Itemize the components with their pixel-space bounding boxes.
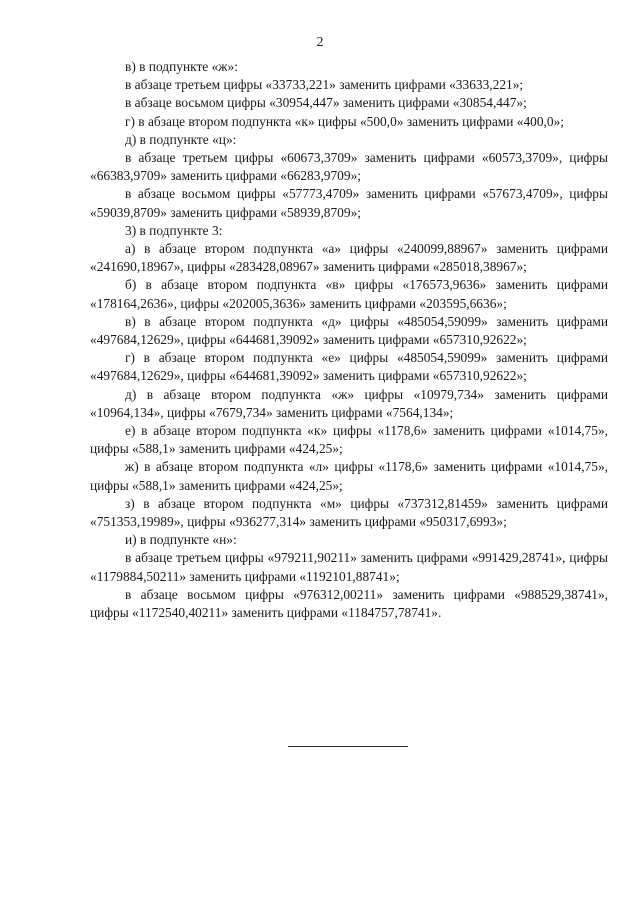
paragraph-3-b: б) в абзаце втором подпункта «в» цифры «176573,9636» заменить цифрами «178164,2636», цифры «202005,3636» заменить цифрами «203595,6636»;	[90, 277, 608, 311]
paragraph-g-k: г) в абзаце втором подпункта «к» цифры «500,0» заменить цифрами «400,0»;	[125, 113, 565, 129]
paragraph-3-z: з) в абзаце втором подпункта «м» цифры «737312,81459» заменить цифрами «751353,19989», цифры «936277,314» заменить цифрами «950317,6993»;	[90, 495, 608, 530]
paragraph-d-ц: д) в подпункте «ц»:	[125, 131, 237, 147]
paragraph-ц-third: в абзаце третьем цифры «60673,3709» заменить цифрами «60573,3709», цифры «66383,9709» заменить цифрами «66283,9709»;	[90, 150, 608, 184]
paragraph-v-ж: в) в подпункте «ж»:	[125, 59, 238, 74]
paragraph-3-v: в) в абзаце втором подпункта «д» цифры «485054,59099» заменить цифрами «497684,12629», цифры «644681,39092» заменить цифрами «657310,92622»;	[90, 313, 608, 348]
paragraph-ж-eighth: в абзаце восьмом цифры «30954,447» заменить цифрами «30854,447»;	[125, 95, 527, 111]
paragraph-3: 3) в подпункте 3:	[125, 222, 223, 238]
document-body	[90, 58, 608, 622]
paragraph-ж-third: в абзаце третьем цифры «33733,221» заменить цифрами «33633,221»;	[125, 77, 524, 93]
end-rule	[288, 746, 408, 747]
paragraph-3-d: д) в абзаце втором подпункта «ж» цифры «10979,734» заменить цифрами «10964,134», цифры «7679,734» заменить цифрами «7564,134»;	[90, 386, 608, 420]
paragraph-ц-eighth: в абзаце восьмом цифры «57773,4709» заменить цифрами «57673,4709», цифры «59039,8709» заменить цифрами «58939,8709»;	[90, 186, 608, 220]
paragraph-3-e: е) в абзаце втором подпункта «к» цифры «1178,6» заменить цифрами «1014,75», цифры «588,1» заменить цифрами «424,25»;	[90, 423, 608, 457]
paragraph-3-a: а) в абзаце втором подпункта «а» цифры «240099,88967» заменить цифрами «241690,18967», цифры «283428,08967» заменить цифрами «285018,38967»;	[90, 241, 608, 275]
paragraph-3-zh: ж) в абзаце втором подпункта «л» цифры «1178,6» заменить цифрами «1014,75», цифры «588,1» заменить цифрами «424,25»;	[90, 459, 608, 493]
paragraph-3-g: г) в абзаце втором подпункта «е» цифры «485054,59099» заменить цифрами «497684,12629», цифры «644681,39092» заменить цифрами «657310,92622»;	[90, 350, 608, 384]
paragraph-н-eighth: в абзаце восьмом цифры «976312,00211» заменить цифрами «988529,38741», цифры «1172540,40211» заменить цифрами «1184757,78741».	[90, 586, 608, 621]
page-number: 2	[316, 35, 324, 50]
paragraph-3-i: и) в подпункте «н»:	[125, 532, 237, 548]
paragraph-н-third: в абзаце третьем цифры «979211,90211» заменить цифрами «991429,28741», цифры «1179884,50211» заменить цифрами «1192101,88741»;	[90, 550, 608, 584]
